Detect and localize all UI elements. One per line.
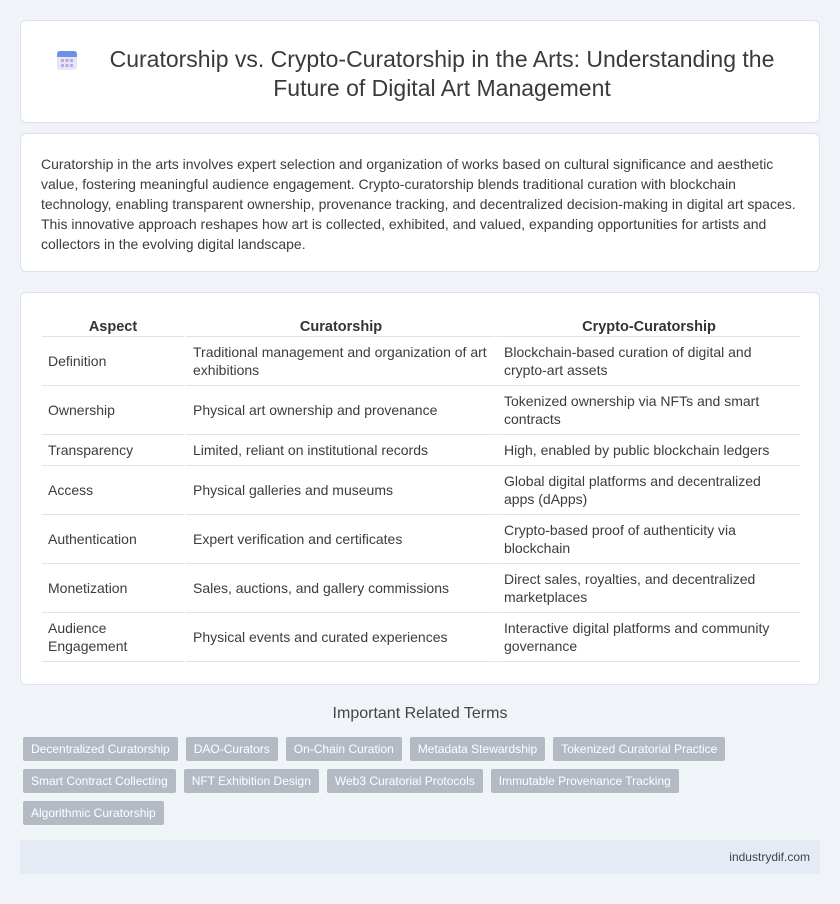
header-crypto-curatorship: Crypto-Curatorship [495, 311, 800, 337]
intro-paragraph: Curatorship in the arts involves expert selection and organization of works based on cultural significance and aesthetic value, fostering meaningful audience engagement. Crypto-curatorship blends traditional curation with blockchain technology, enabling transparent ownership, provenance tracking, and decentralized decision-making in digital art spaces. This innovative approach reshapes how art is collected, exhibited, and valued, expanding opportunities for artists and collectors in the evolving digital landscape. [41, 156, 796, 252]
related-term-tag[interactable]: Algorithmic Curatorship [23, 801, 164, 825]
intro-card [20, 133, 820, 272]
related-term-tag[interactable]: On-Chain Curation [286, 737, 402, 761]
table-header-row [42, 311, 800, 337]
crypto-curatorship-cell: High, enabled by public blockchain ledgers [495, 435, 800, 466]
curatorship-cell: Traditional management and organization of art exhibitions [184, 337, 495, 386]
related-term-tag[interactable]: Smart Contract Collecting [23, 769, 176, 793]
title-card [20, 20, 820, 123]
page-title: Curatorship vs. Crypto-Curatorship in the Arts: Understanding the Future of Digital Art Management [109, 46, 775, 101]
crypto-curatorship-cell: Blockchain-based curation of digital and crypto-art assets [495, 337, 800, 386]
aspect-cell: Transparency [42, 435, 184, 466]
table-row [42, 337, 800, 386]
curatorship-cell: Physical events and curated experiences [184, 613, 495, 662]
footer-site-link[interactable]: industrydif.com [729, 850, 810, 864]
curatorship-cell: Physical art ownership and provenance [184, 386, 495, 435]
table-row [42, 386, 800, 435]
related-term-tag[interactable]: DAO-Curators [186, 737, 278, 761]
table-row [42, 613, 800, 662]
comparison-table [42, 311, 800, 662]
aspect-cell: Monetization [42, 564, 184, 613]
related-term-tag[interactable]: Tokenized Curatorial Practice [553, 737, 725, 761]
related-terms-title: Important Related Terms [332, 705, 508, 722]
related-term-tag[interactable]: Immutable Provenance Tracking [491, 769, 679, 793]
aspect-cell: Definition [42, 337, 184, 386]
table-row [42, 564, 800, 613]
aspect-cell: Authentication [42, 515, 184, 564]
table-row [42, 466, 800, 515]
crypto-curatorship-cell: Global digital platforms and decentralized apps (dApps) [495, 466, 800, 515]
related-term-tag[interactable]: Web3 Curatorial Protocols [327, 769, 483, 793]
related-term-tag[interactable]: Metadata Stewardship [410, 737, 545, 761]
header-curatorship: Curatorship [184, 311, 495, 337]
curatorship-cell: Sales, auctions, and gallery commissions [184, 564, 495, 613]
header-aspect: Aspect [42, 311, 184, 337]
comparison-card [20, 292, 820, 685]
footer [20, 840, 820, 874]
curatorship-cell: Limited, reliant on institutional records [184, 435, 495, 466]
aspect-cell: Ownership [42, 386, 184, 435]
aspect-cell: Access [42, 466, 184, 515]
table-row [42, 515, 800, 564]
calendar-icon [55, 48, 79, 72]
related-term-tag[interactable]: NFT Exhibition Design [184, 769, 319, 793]
table-row [42, 435, 800, 466]
curatorship-cell: Expert verification and certificates [184, 515, 495, 564]
crypto-curatorship-cell: Direct sales, royalties, and decentralized marketplaces [495, 564, 800, 613]
curatorship-cell: Physical galleries and museums [184, 466, 495, 515]
aspect-cell: Audience Engagement [42, 613, 184, 662]
crypto-curatorship-cell: Tokenized ownership via NFTs and smart contracts [495, 386, 800, 435]
crypto-curatorship-cell: Interactive digital platforms and community governance [495, 613, 800, 662]
related-term-tag[interactable]: Decentralized Curatorship [23, 737, 178, 761]
related-terms-list [23, 737, 783, 825]
crypto-curatorship-cell: Crypto-based proof of authenticity via blockchain [495, 515, 800, 564]
